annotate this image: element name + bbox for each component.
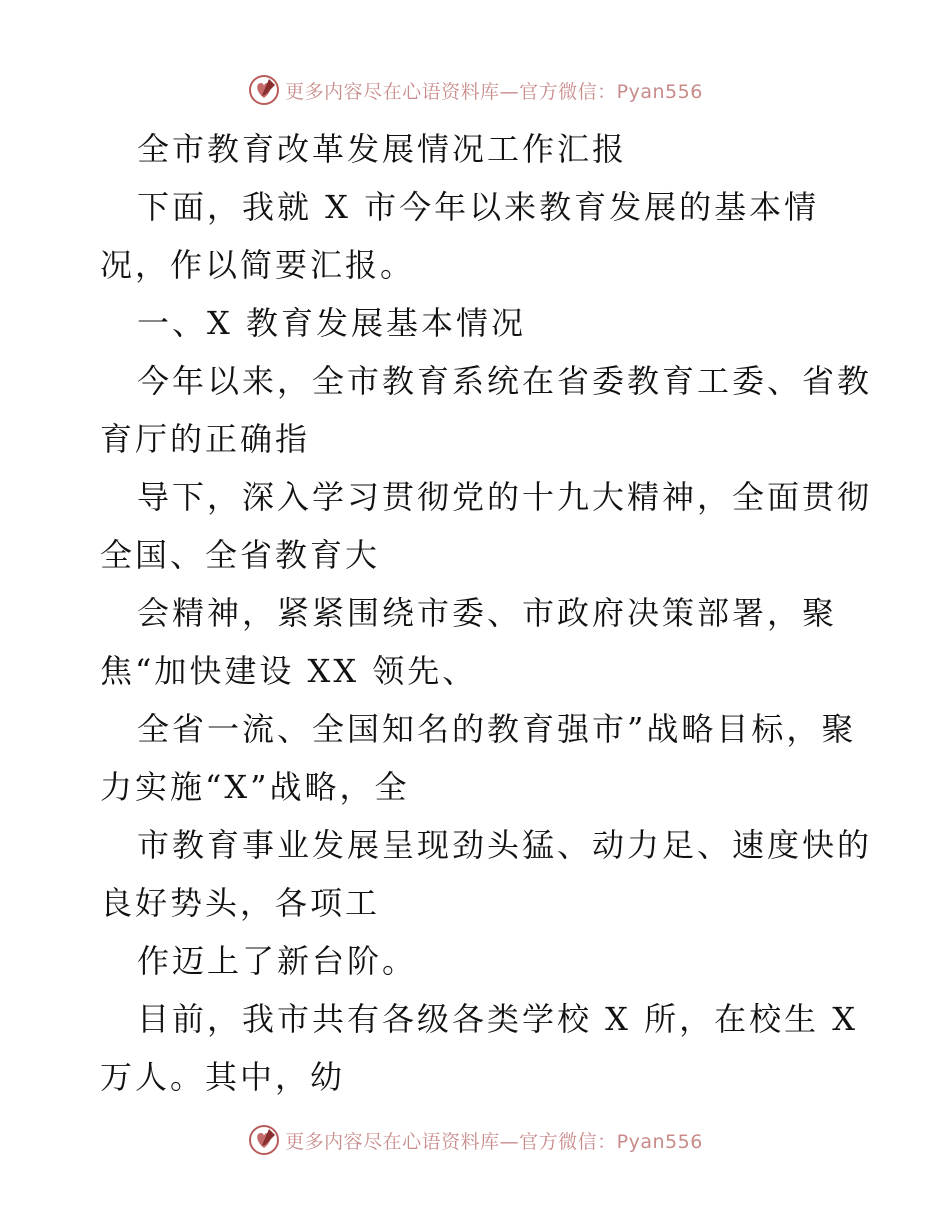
watermark-text: 更多内容尽在心语资料库—官方微信：Pyan556 (285, 80, 703, 103)
document-body (100, 120, 873, 1106)
paragraph-line: 市教育事业发展呈现劲头猛、动力足、速度快的 (137, 826, 873, 864)
paragraph-line: 全国、全省教育大 (100, 536, 381, 574)
paragraph-line: 力实施“X”战略，全 (100, 768, 410, 806)
paragraph-line: 下面，我就 X 市今年以来教育发展的基本情 (137, 188, 820, 226)
paragraph-line: 会精神，紧紧围绕市委、市政府决策部署，聚 (137, 594, 838, 632)
paragraph-line: 万人。其中，幼 (100, 1058, 346, 1096)
paragraph-line: 导下，深入学习贯彻党的十九大精神，全面贯彻 (137, 478, 873, 516)
paragraph-line: 全省一流、全国知名的教育强市”战略目标，聚 (137, 710, 857, 748)
paragraph-line: 育厅的正确指 (100, 420, 311, 458)
footer-watermark (0, 1120, 950, 1160)
heart-pen-logo-icon (247, 1123, 281, 1157)
paragraph-line: 焦“加快建设 XX 领先、 (100, 652, 478, 690)
paragraph-line: 作迈上了新台阶。 (137, 942, 418, 980)
paragraph-line: 今年以来，全市教育系统在省委教育工委、省教 (137, 362, 873, 400)
watermark-text: 更多内容尽在心语资料库—官方微信：Pyan556 (285, 1130, 703, 1153)
heart-pen-logo-icon (247, 73, 281, 107)
document-title: 全市教育改革发展情况工作汇报 (137, 130, 628, 168)
paragraph-line: 目前，我市共有各级各类学校 X 所，在校生 X (137, 1000, 859, 1038)
section-heading: 一、X 教育发展基本情况 (137, 304, 526, 342)
paragraph-line: 况，作以简要汇报。 (100, 246, 416, 284)
paragraph-line: 良好势头，各项工 (100, 884, 381, 922)
header-watermark (0, 70, 950, 110)
